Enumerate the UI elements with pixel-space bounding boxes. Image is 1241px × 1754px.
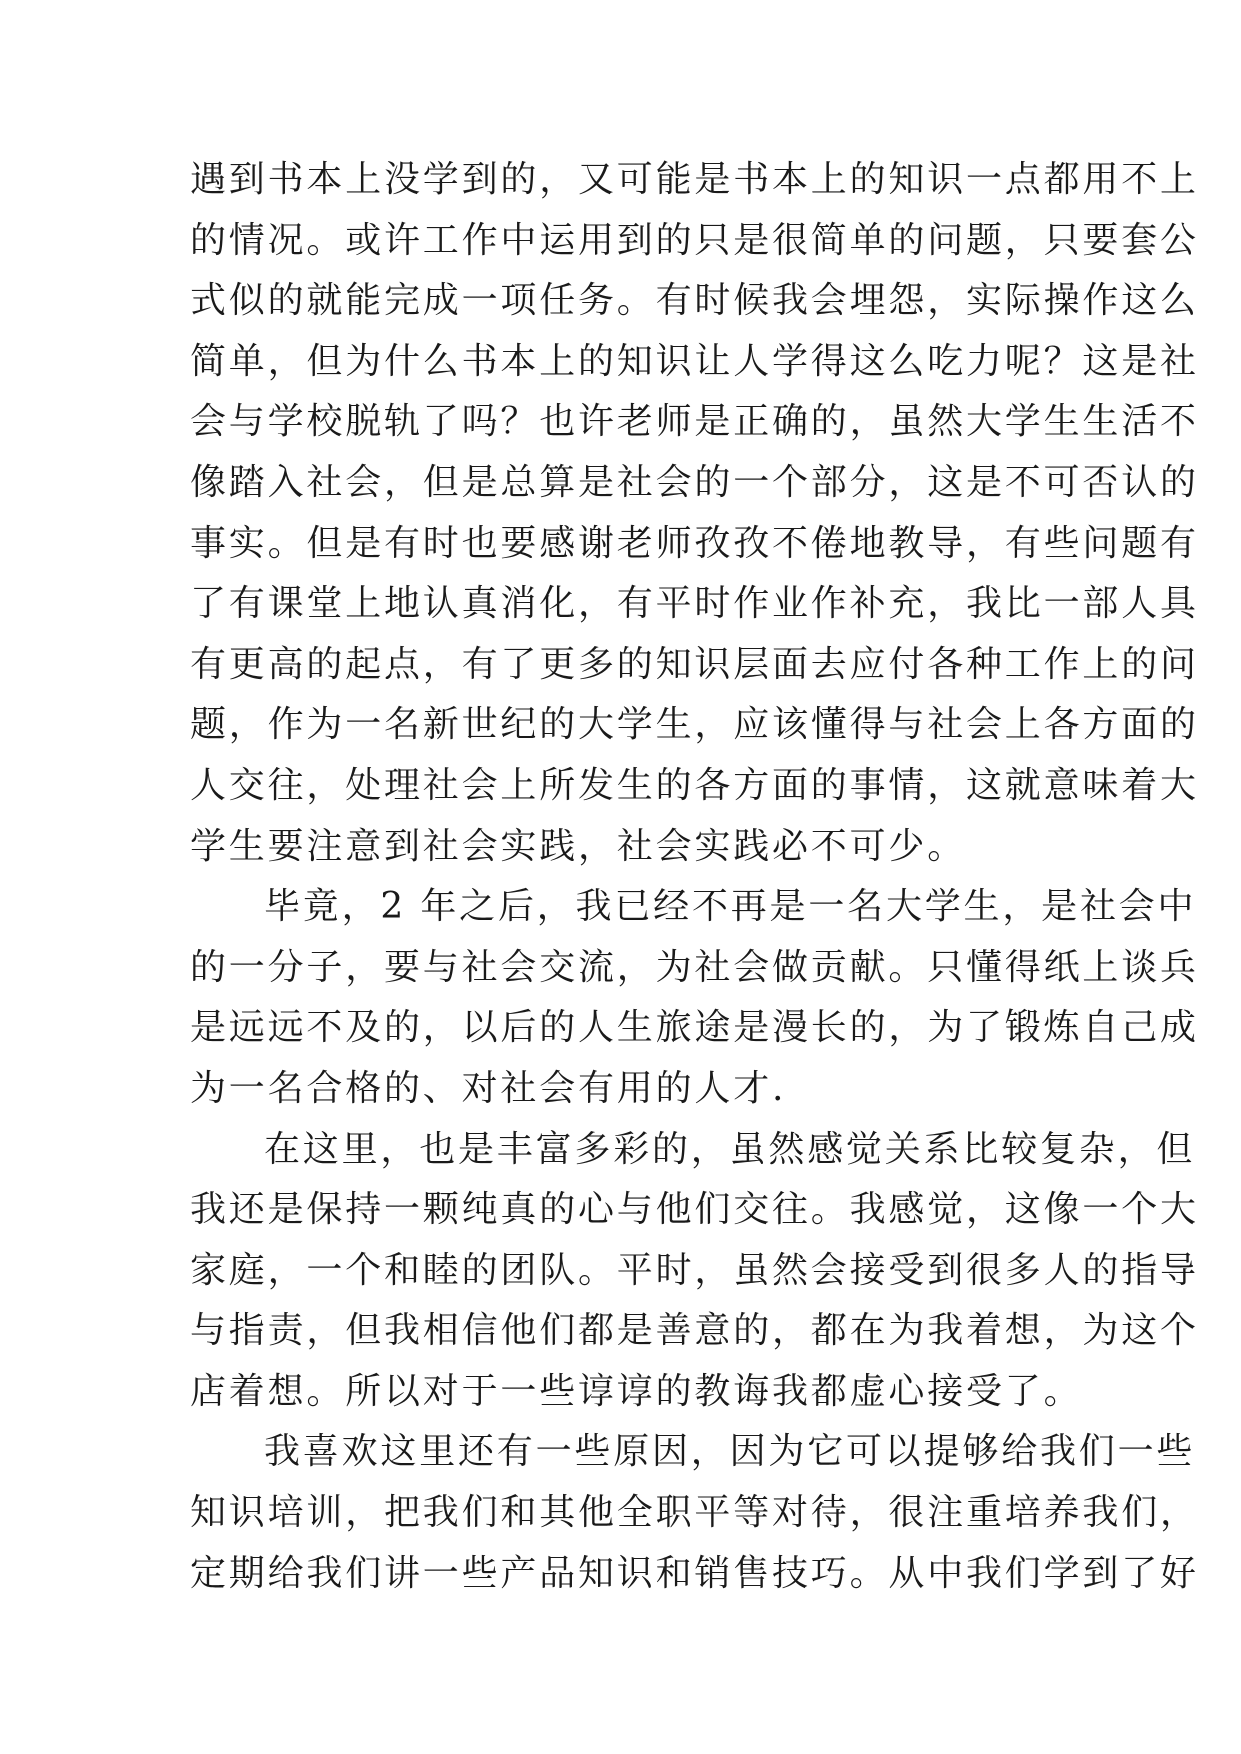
paragraph-line: 像踏入社会，但是总算是社会的一个部分，这是不可否认的	[190, 461, 1199, 503]
paragraph-line: 人交往，处理社会上所发生的各方面的事情，这就意味着大	[190, 764, 1199, 806]
paragraph-line: 家庭，一个和睦的团队。平时，虽然会接受到很多人的指导	[190, 1249, 1199, 1291]
paragraph-line: 会与学校脱轨了吗？也许老师是正确的，虽然大学生生活不	[190, 401, 1199, 443]
paragraph-line: 简单，但为什么书本上的知识让人学得这么吃力呢？这是社	[190, 340, 1199, 382]
body-text	[190, 150, 1199, 1604]
paragraph-line: 知识培训，把我们和其他全职平等对待，很注重培养我们，	[190, 1492, 1199, 1534]
paragraph-line: 了有课堂上地认真消化，有平时作业作补充，我比一部人具	[190, 583, 1199, 625]
paragraph-line: 题，作为一名新世纪的大学生，应该懂得与社会上各方面的	[190, 704, 1199, 746]
paragraph-line: 遇到书本上没学到的，又可能是书本上的知识一点都用不上	[190, 159, 1199, 200]
paragraph-line: 定期给我们讲一些产品知识和销售技巧。从中我们学到了好	[190, 1552, 1199, 1594]
paragraph-line: 事实。但是有时也要感谢老师孜孜不倦地教导，有些问题有	[190, 522, 1199, 564]
paragraph-1	[190, 150, 1199, 877]
paragraph-line: 学生要注意到社会实践，社会实践必不可少。	[190, 825, 967, 867]
paragraph-4	[190, 1422, 1199, 1604]
paragraph-2	[190, 877, 1199, 1119]
paragraph-line: 是远远不及的，以后的人生旅途是漫长的，为了锻炼自己成	[190, 1007, 1199, 1049]
paragraph-line: 有更高的起点，有了更多的知识层面去应付各种工作上的问	[190, 643, 1199, 685]
paragraph-line: 为一名合格的、对社会有用的人才.	[190, 1067, 787, 1109]
paragraph-line-first: 毕竟，2 年之后，我已经不再是一名大学生，是社会中	[264, 886, 1197, 928]
paragraph-line: 式似的就能完成一项任务。有时候我会埋怨，实际操作这么	[190, 280, 1199, 322]
paragraph-line-first: 我喜欢这里还有一些原因，因为它可以提够给我们一些	[264, 1431, 1196, 1473]
paragraph-line: 与指责，但我相信他们都是善意的，都在为我着想，为这个	[190, 1310, 1199, 1352]
paragraph-line: 我还是保持一颗纯真的心与他们交往。我感觉，这像一个大	[190, 1189, 1199, 1231]
paragraph-line: 的一分子，要与社会交流，为社会做贡献。只懂得纸上谈兵	[190, 946, 1199, 988]
paragraph-line: 的情况。或许工作中运用到的只是很简单的问题，只要套公	[190, 219, 1199, 261]
paragraph-line: 店着想。所以对于一些谆谆的教诲我都虚心接受了。	[190, 1370, 1083, 1412]
paragraph-3	[190, 1120, 1199, 1423]
paragraph-line-first: 在这里，也是丰富多彩的，虽然感觉关系比较复杂，但	[264, 1128, 1196, 1170]
